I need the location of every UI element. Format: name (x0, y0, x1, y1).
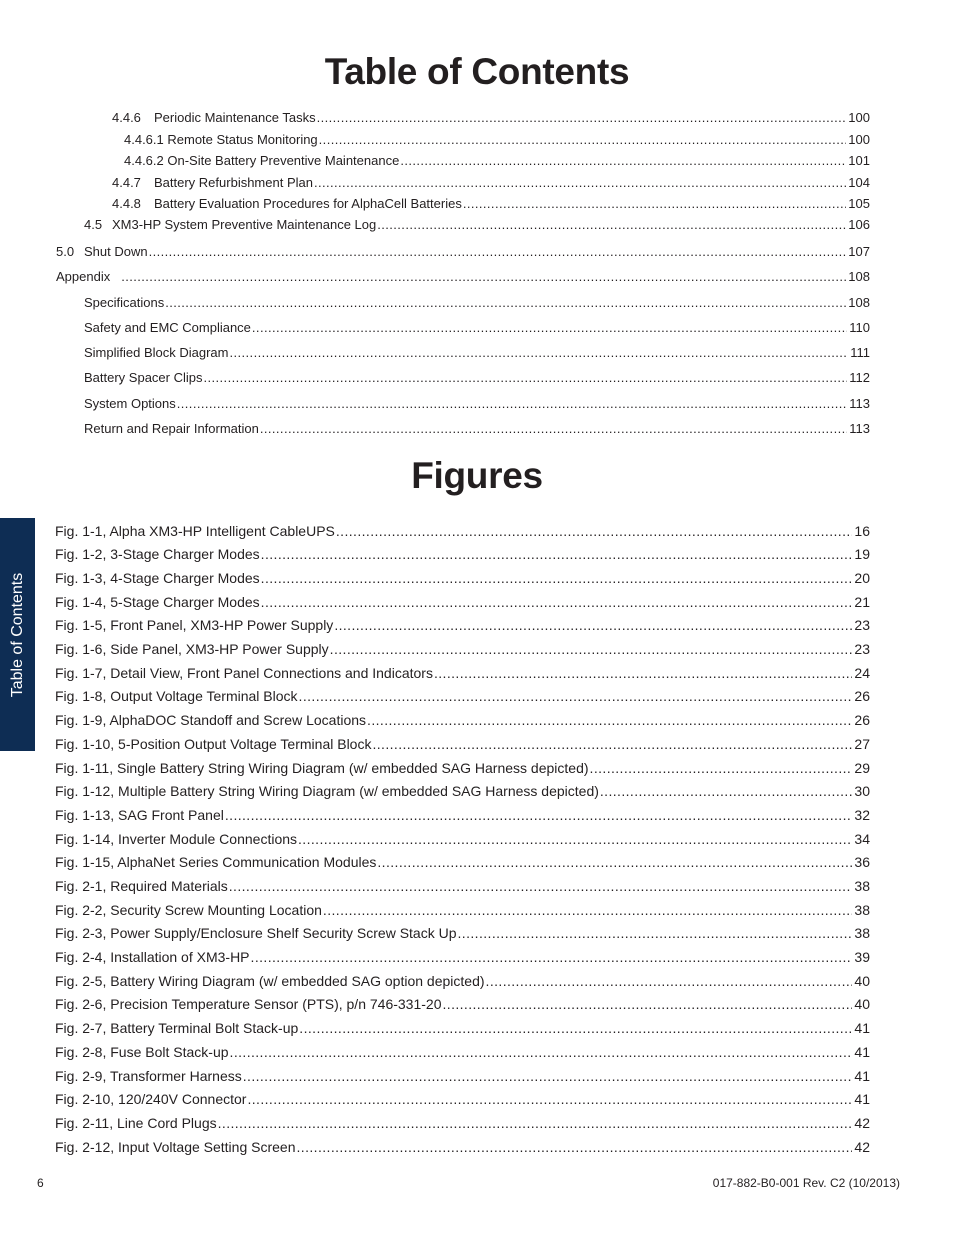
dot-leader (400, 153, 846, 169)
toc-entry-number: 4.4.6 (112, 110, 141, 125)
dot-leader (230, 1044, 853, 1060)
figure-entry-label: Fig. 2-4, Installation of XM3-HP (55, 949, 250, 965)
dot-leader (121, 269, 846, 285)
dot-leader (229, 878, 853, 894)
figure-entry[interactable] (55, 949, 870, 965)
figure-entry-label: Fig. 2-1, Required Materials (55, 878, 228, 894)
figure-entry[interactable] (55, 641, 870, 657)
dot-leader (243, 1068, 853, 1084)
dot-leader (251, 949, 853, 965)
figure-entry[interactable] (55, 523, 870, 539)
figure-entry[interactable] (55, 807, 870, 823)
toc-entry[interactable] (84, 320, 870, 336)
dot-leader (458, 925, 853, 941)
toc-entry-label: Safety and EMC Compliance (84, 320, 251, 335)
dot-leader (177, 396, 848, 412)
figure-entry-page: 29 (854, 760, 870, 776)
figure-entry-label: Fig. 1-2, 3-Stage Charger Modes (55, 546, 260, 562)
dot-leader (165, 295, 846, 311)
figure-entry-label: Fig. 2-9, Transformer Harness (55, 1068, 242, 1084)
toc-entry[interactable] (112, 196, 870, 212)
dot-leader (149, 244, 847, 260)
toc-entry-page: 108 (848, 269, 870, 284)
toc-entry-label: Return and Repair Information (84, 421, 259, 436)
dot-leader (317, 110, 847, 126)
figure-entry[interactable] (55, 1068, 870, 1084)
figure-entry-label: Fig. 1-15, AlphaNet Series Communication Modules (55, 854, 377, 870)
figure-entry[interactable] (55, 736, 870, 752)
figure-entry[interactable] (55, 854, 870, 870)
toc-entry-label: XM3-HP System Preventive Maintenance Log (112, 217, 377, 232)
figure-entry[interactable] (55, 902, 870, 918)
dot-leader (319, 132, 847, 148)
figure-entry[interactable] (55, 925, 870, 941)
toc-entry[interactable] (84, 421, 870, 437)
figure-entry[interactable] (55, 546, 870, 562)
figure-entry-page: 38 (854, 925, 870, 941)
figure-entry-label: Fig. 2-12, Input Voltage Setting Screen (55, 1139, 296, 1155)
toc-entry-label: 4.4.6.2 On-Site Battery Preventive Maintenance (124, 153, 400, 168)
dot-leader (261, 570, 853, 586)
figure-entry[interactable] (55, 783, 870, 799)
side-section-tab[interactable] (0, 518, 35, 751)
toc-entry-label: Battery Evaluation Procedures for AlphaCell Batteries (154, 196, 462, 211)
toc-entry-label: Periodic Maintenance Tasks (154, 110, 316, 125)
dot-leader (590, 760, 853, 776)
dot-leader (486, 973, 853, 989)
figure-entry-label: Fig. 2-8, Fuse Bolt Stack-up (55, 1044, 229, 1060)
figure-entry-label: Fig. 1-14, Inverter Module Connections (55, 831, 298, 847)
figure-entry-label: Fig. 1-12, Multiple Battery String Wiring Diagram (w/ embedded SAG Harness depicted) (55, 783, 599, 799)
figure-entry-page: 40 (854, 996, 870, 1012)
dot-leader (463, 196, 846, 212)
figure-entry-label: Fig. 2-6, Precision Temperature Sensor (PTS), p/n 746-331-20 (55, 996, 442, 1012)
dot-leader (600, 783, 853, 799)
figure-entry-page: 38 (854, 878, 870, 894)
toc-entry-page: 101 (848, 153, 870, 168)
figure-entry-page: 24 (854, 665, 870, 681)
dot-leader (377, 217, 846, 233)
figure-entry-page: 34 (854, 831, 870, 847)
toc-entry[interactable] (84, 295, 870, 311)
dot-leader (323, 902, 853, 918)
dot-leader (434, 665, 852, 681)
dot-leader (204, 370, 848, 386)
toc-entry[interactable] (124, 153, 870, 169)
figure-entry-page: 41 (854, 1020, 870, 1036)
toc-entry-page: 111 (850, 345, 870, 360)
toc-entry[interactable] (112, 175, 870, 191)
figure-entry-page: 26 (854, 688, 870, 704)
figure-entry-page: 20 (854, 570, 870, 586)
dot-leader (372, 736, 852, 752)
figure-entry-label: Fig. 1-6, Side Panel, XM3-HP Power Supply (55, 641, 329, 657)
toc-entry-label: System Options (84, 396, 176, 411)
figure-entry-page: 23 (854, 617, 870, 633)
toc-entry-label: Simplified Block Diagram (84, 345, 229, 360)
dot-leader (330, 641, 853, 657)
figure-entry-label: Fig. 1-8, Output Voltage Terminal Block (55, 688, 298, 704)
toc-entry[interactable] (84, 345, 870, 361)
figure-entry-label: Fig. 2-3, Power Supply/Enclosure Shelf Security Screw Stack Up (55, 925, 457, 941)
toc-entry-page: 113 (849, 396, 870, 411)
figure-entry-label: Fig. 1-7, Detail View, Front Panel Connections and Indicators (55, 665, 433, 681)
toc-entry-label: Battery Spacer Clips (84, 370, 203, 385)
toc-entry-page: 105 (848, 196, 870, 211)
toc-entry[interactable] (84, 370, 870, 386)
toc-entry[interactable] (56, 244, 870, 260)
figure-entry-label: Fig. 2-5, Battery Wiring Diagram (w/ embedded SAG option depicted) (55, 973, 485, 989)
figure-entry-label: Fig. 1-4, 5-Stage Charger Modes (55, 594, 260, 610)
figure-entry-page: 30 (854, 783, 870, 799)
figure-entry[interactable] (55, 831, 870, 847)
figure-entry-label: Fig. 1-13, SAG Front Panel (55, 807, 224, 823)
toc-entry-label: Battery Refurbishment Plan (154, 175, 313, 190)
dot-leader (367, 712, 852, 728)
dot-leader (261, 546, 853, 562)
toc-entry-page: 112 (849, 370, 870, 385)
toc-entry-page: 107 (848, 244, 870, 259)
page-number: 6 (37, 1176, 44, 1190)
figure-entry[interactable] (55, 594, 870, 610)
figure-entry-page: 42 (854, 1139, 870, 1155)
figure-entry[interactable] (55, 665, 870, 681)
figure-entry-page: 41 (854, 1068, 870, 1084)
toc-entry[interactable] (124, 132, 870, 148)
toc-title: Table of Contents (324, 51, 630, 92)
figure-entry-page: 38 (854, 902, 870, 918)
figures-title: Figures (411, 455, 543, 496)
dot-leader (260, 421, 847, 437)
toc-entry-page: 106 (848, 217, 870, 232)
dot-leader (230, 345, 849, 361)
toc-entry[interactable] (56, 269, 870, 285)
toc-entry-page: 108 (848, 295, 870, 310)
dot-leader (297, 1139, 853, 1155)
figure-entry[interactable] (55, 1020, 870, 1036)
figure-entry-label: Fig. 2-10, 120/240V Connector (55, 1091, 247, 1107)
figure-entry-page: 39 (854, 949, 870, 965)
toc-entry-number: 4.4.8 (112, 196, 141, 211)
dot-leader (299, 688, 853, 704)
dot-leader (225, 807, 853, 823)
figure-entry-label: Fig. 1-10, 5-Position Output Voltage Terminal Block (55, 736, 372, 752)
figure-entry[interactable] (55, 617, 870, 633)
figure-entry-label: Fig. 1-9, AlphaDOC Standoff and Screw Locations (55, 712, 367, 728)
figure-entry-page: 26 (854, 712, 870, 728)
figure-entry[interactable] (55, 760, 870, 776)
figure-entry-page: 42 (854, 1115, 870, 1131)
toc-entry-page: 104 (848, 175, 870, 190)
dot-leader (314, 175, 846, 191)
figure-entry-page: 41 (854, 1091, 870, 1107)
figure-entry-page: 36 (854, 854, 870, 870)
figure-entry-page: 41 (854, 1044, 870, 1060)
toc-entry-number: 4.4.7 (112, 175, 141, 190)
toc-entry-label: 4.4.6.1 Remote Status Monitoring (124, 132, 318, 147)
figure-entry-page: 23 (854, 641, 870, 657)
toc-entry[interactable] (84, 396, 870, 412)
figure-entry-label: Fig. 2-2, Security Screw Mounting Location (55, 902, 322, 918)
dot-leader (336, 523, 853, 539)
figure-entry[interactable] (55, 1091, 870, 1107)
figure-entry[interactable] (55, 570, 870, 586)
figure-entry[interactable] (55, 1115, 870, 1131)
figure-entry[interactable] (55, 1044, 870, 1060)
toc-entry-page: 100 (848, 132, 870, 147)
dot-leader (261, 594, 853, 610)
figure-entry[interactable] (55, 1139, 870, 1155)
dot-leader (298, 831, 852, 847)
figure-entry[interactable] (55, 878, 870, 894)
toc-entry[interactable] (112, 110, 870, 126)
toc-entry-page: 110 (849, 320, 870, 335)
toc-entry-page: 100 (848, 110, 870, 125)
side-section-tab-label: Table of Contents (8, 572, 26, 697)
dot-leader (218, 1115, 853, 1131)
dot-leader (247, 1091, 852, 1107)
figure-entry-label: Fig. 2-11, Line Cord Plugs (55, 1115, 217, 1131)
toc-entry-number: 4.5 (84, 217, 103, 232)
dot-leader (252, 320, 847, 336)
figure-entry-page: 16 (854, 523, 870, 539)
figure-entry-label: Fig. 1-11, Single Battery String Wiring Diagram (w/ embedded SAG Harness depicted) (55, 760, 589, 776)
figure-entry-page: 27 (854, 736, 870, 752)
document-revision-id: 017-882-B0-001 Rev. C2 (10/2013) (712, 1176, 900, 1190)
toc-entry-label: Appendix (56, 269, 111, 284)
figure-entry-label: Fig. 1-5, Front Panel, XM3-HP Power Supply (55, 617, 334, 633)
figure-entry-label: Fig. 2-7, Battery Terminal Bolt Stack-up (55, 1020, 299, 1036)
figure-entry[interactable] (55, 973, 870, 989)
figure-entry-label: Fig. 1-3, 4-Stage Charger Modes (55, 570, 260, 586)
toc-entry-number: 5.0 (56, 244, 75, 259)
figure-entry-page: 32 (854, 807, 870, 823)
dot-leader (299, 1020, 852, 1036)
figure-entry-page: 21 (854, 594, 870, 610)
figure-entry-page: 40 (854, 973, 870, 989)
figure-entry[interactable] (55, 688, 870, 704)
toc-entry[interactable] (84, 217, 870, 233)
dot-leader (442, 996, 852, 1012)
dot-leader (377, 854, 852, 870)
figure-entry-label: Fig. 1-1, Alpha XM3-HP Intelligent CableUPS (55, 523, 335, 539)
dot-leader (334, 617, 852, 633)
toc-entry-label: Shut Down (84, 244, 148, 259)
figure-entry[interactable] (55, 712, 870, 728)
figure-entry[interactable] (55, 996, 870, 1012)
figure-entry-page: 19 (854, 546, 870, 562)
toc-entry-label: Specifications (84, 295, 165, 310)
toc-entry-page: 113 (849, 421, 870, 436)
